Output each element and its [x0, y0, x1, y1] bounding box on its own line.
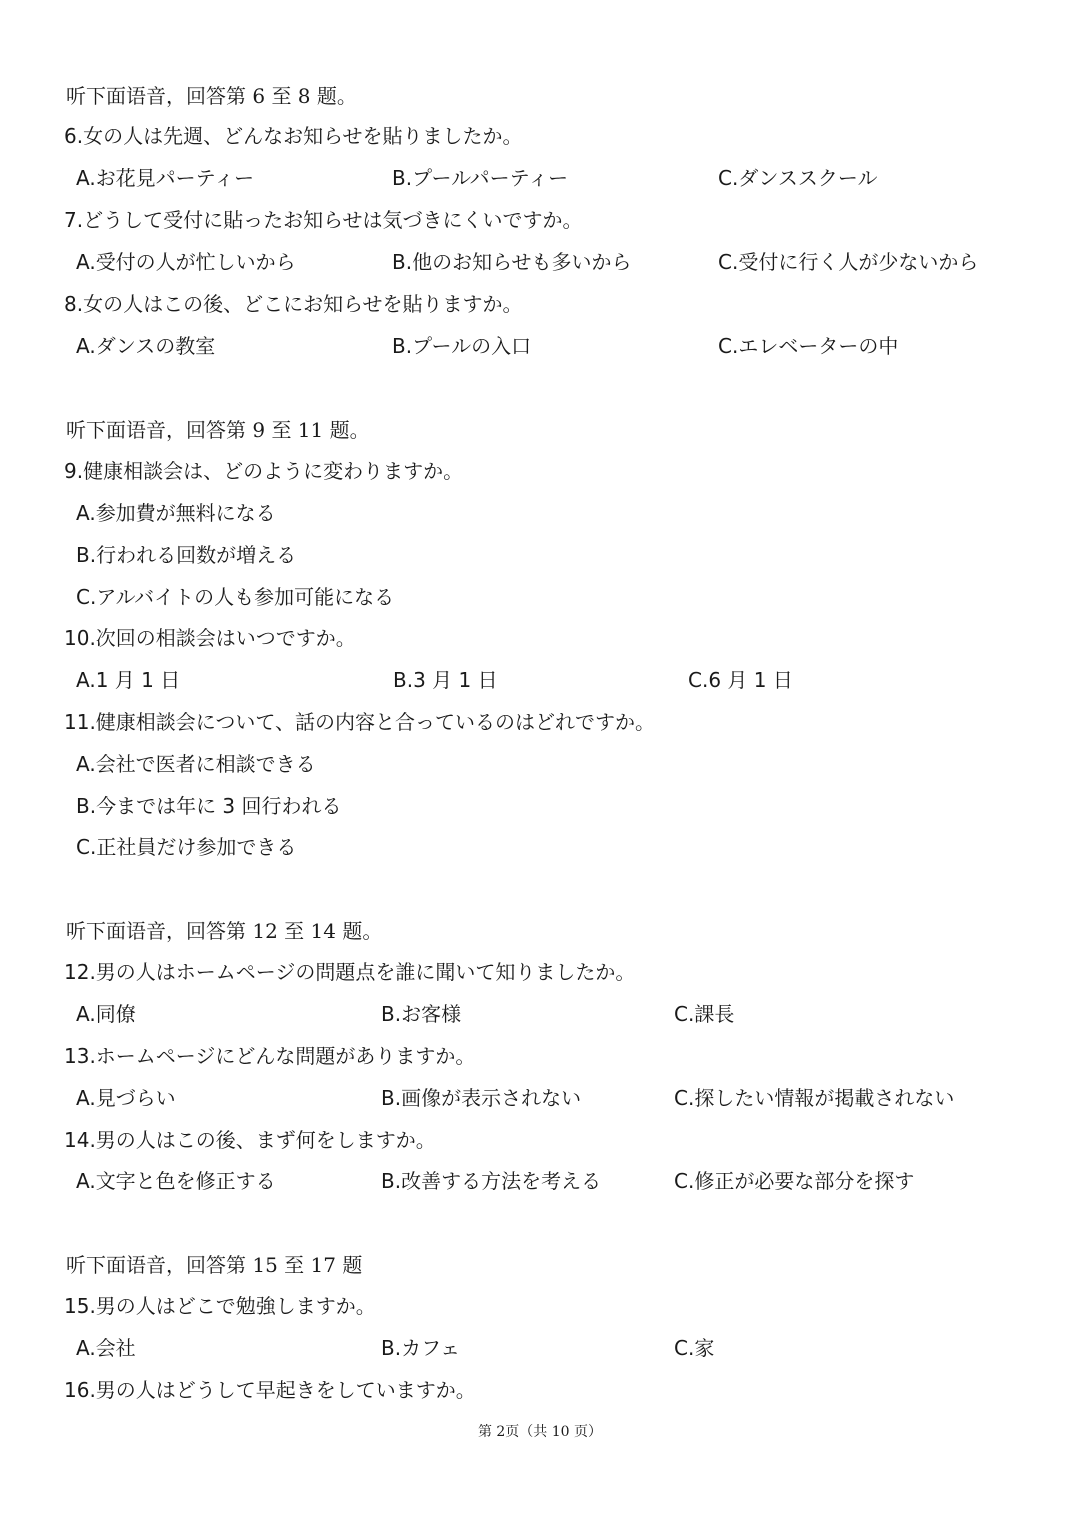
q7-option-c: C.受付に行く人が少ないから — [718, 250, 979, 274]
q14-option-b: B.改善する方法を考える — [381, 1169, 602, 1193]
q11-option-c: C.正社員だけ参加できる — [76, 835, 297, 859]
question-9: 9.健康相談会は、どのように変わりますか。 — [64, 459, 464, 483]
q13-option-c: C.探したい情報が掲載されない — [674, 1086, 955, 1110]
q12-option-b: B.お客様 — [381, 1002, 462, 1026]
section-header: 听下面语音，回答第 6 至 8 题。 — [66, 84, 357, 108]
question-8: 8.女の人はこの後、どこにお知らせを貼りますか。 — [64, 292, 523, 316]
q15-option-b: B.カフェ — [381, 1336, 461, 1360]
q7-option-a: A.受付の人が忙しいから — [76, 250, 296, 274]
q9-option-c: C.アルバイトの人も参加可能になる — [76, 585, 395, 609]
question-12: 12.男の人はホームページの問題点を誰に聞いて知りましたか。 — [64, 960, 636, 984]
question-13: 13.ホームページにどんな問題がありますか。 — [64, 1044, 476, 1068]
page-number: 第 2页（共 10 页） — [477, 1424, 603, 1440]
question-16: 16.男の人はどうして早起きをしていますか。 — [64, 1378, 476, 1402]
q9-option-a: A.参加費が無料になる — [76, 501, 276, 525]
question-15: 15.男の人はどこで勉強しますか。 — [64, 1294, 376, 1318]
question-7: 7.どうして受付に貼ったお知らせは気づきにくいですか。 — [64, 208, 583, 232]
q8-option-c: C.エレベーターの中 — [718, 334, 899, 358]
q6-option-a: A.お花見パーティー — [76, 166, 255, 190]
q12-option-c: C.課長 — [674, 1002, 735, 1026]
q13-option-b: B.画像が表示されない — [381, 1086, 582, 1110]
q12-option-a: A.同僚 — [76, 1002, 136, 1026]
q8-option-a: A.ダンスの教室 — [76, 334, 216, 358]
q11-option-a: A.会社で医者に相談できる — [76, 752, 316, 776]
section-header: 听下面语音，回答第 15 至 17 题 — [66, 1253, 363, 1277]
q8-option-b: B.プールの入口 — [392, 334, 532, 358]
q15-option-c: C.家 — [674, 1336, 715, 1360]
q14-option-c: C.修正が必要な部分を探す — [674, 1169, 915, 1193]
q10-option-a: A.1 月 1 日 — [76, 668, 181, 692]
question-14: 14.男の人はこの後、まず何をしますか。 — [64, 1128, 436, 1152]
section-header: 听下面语音，回答第 12 至 14 题。 — [66, 919, 383, 943]
question-11: 11.健康相談会について、話の内容と合っているのはどれですか。 — [64, 710, 656, 734]
q15-option-a: A.会社 — [76, 1336, 136, 1360]
q6-option-c: C.ダンススクール — [718, 166, 878, 190]
q10-option-b: B.3 月 1 日 — [393, 668, 498, 692]
q14-option-a: A.文字と色を修正する — [76, 1169, 276, 1193]
q6-option-b: B.プールパーティー — [392, 166, 569, 190]
question-10: 10.次回の相談会はいつですか。 — [64, 626, 356, 650]
q13-option-a: A.見づらい — [76, 1086, 176, 1110]
question-6: 6.女の人は先週、どんなお知らせを貼りましたか。 — [64, 124, 523, 148]
q11-option-b: B.今までは年に 3 回行われる — [76, 794, 342, 818]
q9-option-b: B.行われる回数が増える — [76, 543, 297, 567]
q10-option-c: C.6 月 1 日 — [688, 668, 793, 692]
section-header: 听下面语音，回答第 9 至 11 题。 — [66, 418, 370, 442]
q7-option-b: B.他のお知らせも多いから — [392, 250, 632, 274]
